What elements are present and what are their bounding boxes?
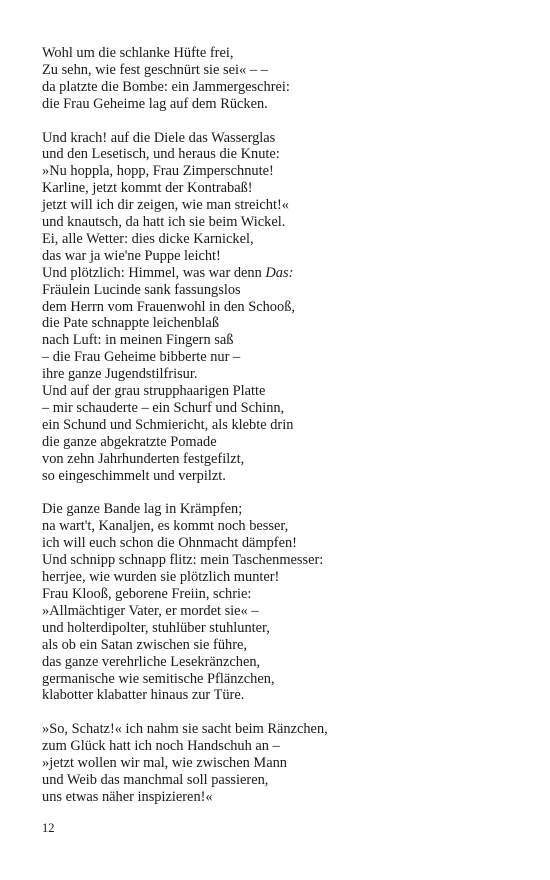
poem-line: Die ganze Bande lag in Krämpfen; — [42, 501, 243, 518]
stanza-4 — [42, 721, 522, 806]
poem-line: Und krach! auf die Diele das Wasserglas — [42, 129, 276, 146]
poem-line: ihre ganze Jugendstilfrisur. — [42, 366, 198, 383]
poem-line: so eingeschimmelt und verpilzt. — [42, 467, 226, 484]
poem-line: die Frau Geheime lag auf dem Rücken. — [42, 95, 268, 112]
poem-line: »Allmächtiger Vater, er mordet sie« – — [42, 602, 259, 619]
stanza-1 — [42, 45, 522, 113]
poem-line: »So, Schatz!« ich nahm sie sacht beim Ränzchen, — [42, 721, 328, 738]
poem-line: – die Frau Geheime bibberte nur – — [42, 349, 241, 366]
poem-line: zum Glück hatt ich noch Handschuh an – — [42, 738, 280, 755]
poem-line: das ganze verehrliche Lesekränzchen, — [42, 653, 261, 670]
emphasized-word: Das: — [265, 264, 294, 281]
poem-line: ein Schund und Schmiericht, als klebte drin — [42, 416, 294, 433]
poem-line: Wohl um die schlanke Hüfte frei, — [42, 45, 234, 61]
poem-line: ich will euch schon die Ohnmacht dämpfen! — [42, 535, 297, 552]
stanza-2 — [42, 130, 522, 485]
poem-line: Ei, alle Wetter: dies dicke Karnickel, — [42, 230, 254, 247]
poem-line: und holterdipolter, stuhlüber stuhlunter, — [42, 619, 270, 636]
poem-line: klabotter klabatter hinaus zur Türe. — [42, 687, 245, 704]
poem-line: »jetzt wollen wir mal, wie zwischen Mann — [42, 755, 287, 772]
poem-line: Zu sehn, wie fest geschnürt sie sei« – – — [42, 61, 268, 78]
poem-line: dem Herrn vom Frauenwohl in den Schooß, — [42, 298, 295, 315]
poem-line: als ob ein Satan zwischen sie führe, — [42, 636, 248, 653]
poem-line: Und auf der grau strupphaarigen Platte — [42, 383, 266, 400]
poem-line: von zehn Jahrhunderten festgefilzt, — [42, 450, 245, 467]
poem-line: »Nu hoppla, hopp, Frau Zimperschnute! — [42, 163, 274, 180]
poem-line: jetzt will ich dir zeigen, wie man streicht!« — [42, 197, 289, 214]
poem-line: die Pate schnappte leichenblaß — [42, 315, 220, 332]
poem-line: die ganze abgekratzte Pomade — [42, 433, 217, 450]
poem-line: Fräulein Lucinde sank fassungslos — [42, 281, 241, 298]
poem-line-text: Und plötzlich: Himmel, was war denn — [42, 264, 266, 281]
poem-line: na wart't, Kanaljen, es kommt noch besser, — [42, 518, 289, 535]
poem-line-with-emphasis — [42, 265, 522, 282]
poem-line: und Weib das manchmal soll passieren, — [42, 771, 269, 788]
poem-line: herrjee, wie wurden sie plötzlich munter! — [42, 569, 280, 586]
poem-line: da platzte die Bombe: ein Jammergeschrei: — [42, 78, 290, 95]
poem-line: und knautsch, da hatt ich sie beim Wickel. — [42, 214, 286, 231]
poem-line: Karline, jetzt kommt der Kontrabaß! — [42, 180, 253, 197]
poem-line: und den Lesetisch, und heraus die Knute: — [42, 146, 280, 163]
poem-text — [42, 45, 522, 823]
poem-line: uns etwas näher inspizieren!« — [42, 788, 213, 805]
poem-line: das war ja wie'ne Puppe leicht! — [42, 247, 221, 264]
stanza-3 — [42, 501, 522, 704]
poem-line: Und schnipp schnapp flitz: mein Taschenmesser: — [42, 552, 324, 569]
poem-line: – mir schauderte – ein Schurf und Schinn, — [42, 400, 285, 417]
page-number: 12 — [42, 821, 55, 835]
poem-line: nach Luft: in meinen Fingern saß — [42, 332, 234, 349]
poem-line: germanische wie semitische Pflänzchen, — [42, 670, 275, 687]
poem-line: Frau Klooß, geborene Freiin, schrie: — [42, 585, 252, 602]
